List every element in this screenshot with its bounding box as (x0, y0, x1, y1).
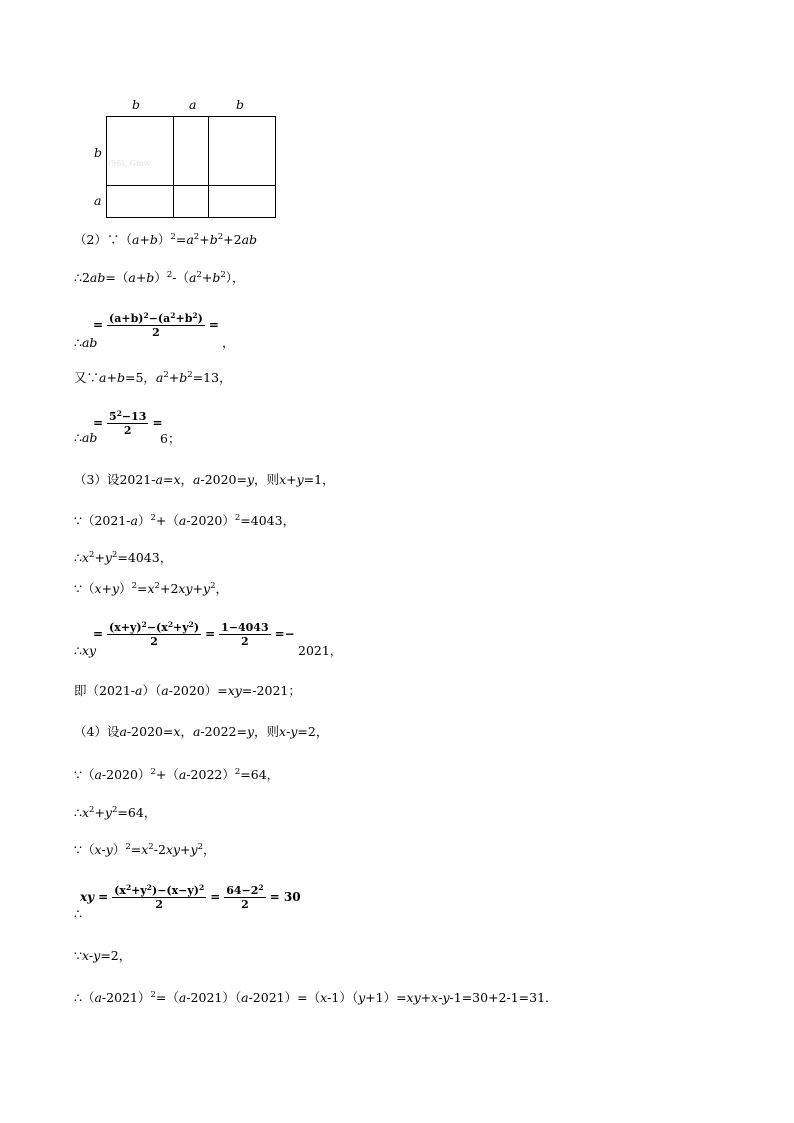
solution-line-13: $\therefore x^2+y^2=64$， (74, 805, 157, 820)
solution-line-15-formula: xy = $\frac{(x^2+y^2)-(x-y)^2}{2}$ = $\frac{64-2^2}{2}$ = 30 (80, 883, 301, 911)
grid-top-border (106, 116, 276, 117)
solution-line-4-formula: = $\frac{5^2-13}{2}$ = (93, 409, 163, 437)
side-label-b: b (94, 145, 103, 160)
solution-line-9-prefix: ∴xy (74, 643, 97, 658)
solution-line-2-suffix: ， (222, 335, 235, 350)
fraction: $\frac{64-2^2}{2}$ (226, 883, 264, 911)
solution-line-3: 又∵a+b=5，$a^2+b^2=13$， (74, 370, 232, 385)
solution-line-2-formula: = $\frac{(a+b)^2-(a^2+b^2)}{2}$ = (93, 311, 219, 339)
solution-line-10: 即（2021-a）（a-2020）=xy=-2021； (74, 683, 301, 698)
fraction: $\frac{(a+b)^2-(a^2+b^2)}{2}$ (109, 311, 203, 339)
fraction: $\frac{(x+y)^2-(x^2+y^2)}{2}$ (109, 620, 200, 648)
solution-line-16: ∵x-y=2， (74, 948, 132, 963)
watermark: (98), Gmw (108, 159, 151, 168)
solution-line-7: $\therefore x^2+y^2=4043$， (74, 550, 173, 565)
solution-line-12: $\because(a-2020)^2+(a-2022)^2=64$， (74, 767, 280, 782)
solution-line-14: $\because(x-y)^2=x^2-2xy+y^2$， (74, 842, 216, 857)
grid-left-border (106, 116, 107, 218)
solution-line-8: $\because(x+y)^2=x^2+2xy+y^2$， (74, 581, 229, 596)
top-label-b2: b (236, 97, 245, 112)
grid-middle-line (106, 185, 276, 186)
solution-line-9-suffix: 2021， (298, 643, 343, 658)
side-label-a: a (94, 193, 102, 208)
solution-line-11: （4）设a-2020=x，a-2022=y，则x-y=2， (74, 724, 329, 739)
fraction: $\frac{(x^2+y^2)-(x-y)^2}{2}$ (114, 883, 205, 911)
grid-divider-2 (208, 116, 209, 218)
solution-line-6: $\because(2021-a)^2+(a-2020)^2=4043$， (74, 513, 296, 528)
solution-line-1: $\therefore 2ab=(a+b)^2-(a^2+b^2)$， (74, 270, 245, 285)
solution-line-4-prefix: ∴ab (74, 430, 98, 445)
top-label-a: a (189, 97, 197, 112)
solution-line-2-prefix: ∴ab (74, 335, 98, 350)
solution-line-9-formula: = $\frac{(x+y)^2-(x^2+y^2)}{2}$ = $\frac{1-4043}{2}$ =− (93, 620, 295, 648)
grid-divider-1 (173, 116, 174, 218)
fraction: $\frac{5^2-13}{2}$ (109, 409, 147, 437)
solution-line-5: （3）设2021-a=x，a-2020=y，则x+y=1， (74, 472, 335, 487)
grid-right-border (275, 116, 276, 218)
grid-bottom-border (106, 217, 276, 218)
top-label-b1: b (132, 97, 141, 112)
solution-line-15-prefix: ∴ (74, 906, 82, 921)
solution-line-17: $\therefore(a-2021)^2=(a-2021)(a-2021)=(x-1)(y+1)=xy+x-y-1=30+2-1=31$． (74, 990, 558, 1005)
solution-line-0: $(2)\because(a+b)^2=a^2+b^2+2ab$ (74, 232, 258, 247)
fraction: $\frac{1-4043}{2}$ (221, 621, 269, 648)
solution-line-4-suffix: 6； (160, 431, 181, 446)
